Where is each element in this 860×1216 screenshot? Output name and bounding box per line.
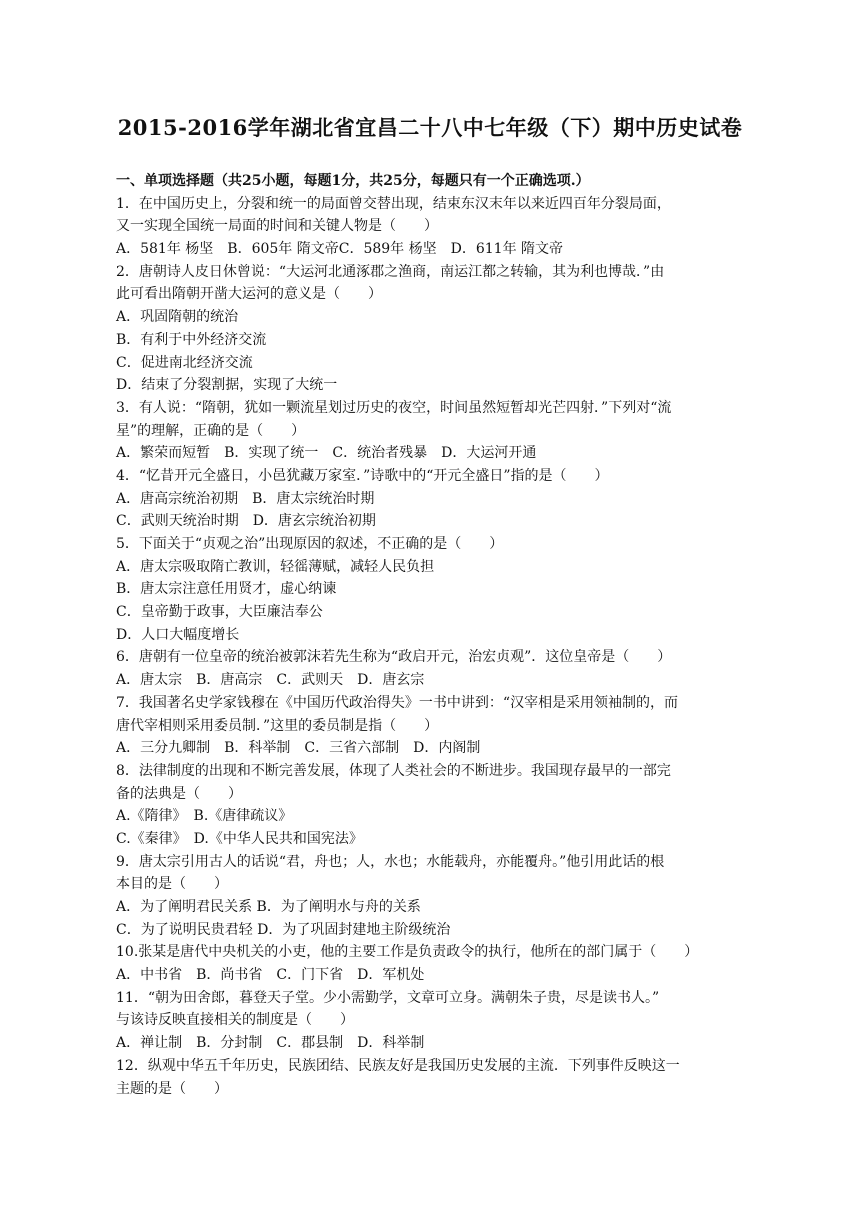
option-line: C．为了说明民贵君轻 D．为了巩固封建地主阶级统治 bbox=[116, 921, 451, 938]
question-line: 又一实现全国统一局面的时间和关键人物是（ ） bbox=[116, 218, 438, 235]
option-line: B．有利于中外经济交流 bbox=[116, 331, 267, 348]
option-line: A．581年 杨坚 B．605年 隋文帝C．589年 杨坚 D．611年 隋文帝 bbox=[116, 241, 564, 258]
question-line: 2．唐朝诗人皮日休曾说：“大运河北通涿郡之渔商，南运江都之转输，其为利也博哉．”由 bbox=[116, 263, 665, 280]
question-line: 11．“朝为田舍郎，暮登天子堂。少小需勤学，文章可立身。满朝朱子贵，尽是读书人。” bbox=[116, 989, 660, 1006]
option-line: C．皇帝勤于政事，大臣廉洁奉公 bbox=[116, 604, 323, 621]
exam-title: 2015-2016学年湖北省宜昌二十八中七年级（下）期中历史试卷 bbox=[117, 115, 743, 140]
question-line: 备的法典是（ ） bbox=[116, 785, 242, 802]
option-line: A．唐太宗吸取隋亡教训，轻徭薄赋，减轻人民负担 bbox=[116, 558, 435, 575]
question-line: 1．在中国历史上，分裂和统一的局面曾交替出现，结束东汉末年以来近四百年分裂局面， bbox=[116, 195, 671, 212]
option-line: A．巩固隋朝的统治 bbox=[116, 309, 239, 326]
option-line: A．中书省 B．尚书省 C．门下省 D．军机处 bbox=[116, 967, 425, 984]
option-line: B．唐太宗注意任用贤才，虚心纳谏 bbox=[116, 581, 337, 598]
option-line: C．武则天统治时期 D．唐玄宗统治初期 bbox=[116, 513, 376, 530]
section-heading: 一、单项选择题（共25小题，每题1分，共25分，每题只有一个正确选项.） bbox=[116, 173, 590, 189]
option-line: A．唐高宗统治初期 B．唐太宗统治时期 bbox=[116, 490, 375, 507]
question-line: 10.张某是唐代中央机关的小吏，他的主要工作是负责政令的执行，他所在的部门属于（ ） bbox=[116, 944, 699, 961]
question-line: 主题的是（ ） bbox=[116, 1080, 228, 1097]
question-line: 与该诗反映直接相关的制度是（ ） bbox=[116, 1012, 354, 1029]
option-line: A．为了阐明君民关系 B．为了阐明水与舟的关系 bbox=[116, 899, 421, 915]
question-line: 5．下面关于“贞观之治”出现原因的叙述，不正确的是（ ） bbox=[116, 536, 504, 552]
exam-body bbox=[116, 170, 738, 1100]
question-line: 星”的理解，正确的是（ ） bbox=[116, 422, 306, 439]
option-line: A．繁荣而短暂 B．实现了统一 C．统治者残暴 D．大运河开通 bbox=[116, 445, 537, 462]
option-line: A．三分九卿制 B．科举制 C．三省六部制 D．内阁制 bbox=[116, 740, 481, 757]
question-line: 4．“忆昔开元全盛日，小邑犹藏万家室．”诗歌中的“开元全盛日”指的是（ ） bbox=[116, 467, 609, 484]
question-line: 7．我国著名史学家钱穆在《中国历代政治得失》一书中讲到：“汉宰相是采用领袖制的，而 bbox=[116, 694, 679, 711]
question-line: 9．唐太宗引用古人的话说“君，舟也；人，水也；水能载舟，亦能覆舟。”他引用此话的根 bbox=[116, 853, 665, 870]
option-line: A．禅让制 B．分封制 C．郡县制 D．科举制 bbox=[116, 1035, 425, 1052]
option-line: C．促进南北经济交流 bbox=[116, 354, 253, 371]
option-line: D．人口大幅度增长 bbox=[116, 626, 240, 643]
option-line: C.《秦律》 D.《中华人民共和国宪法》 bbox=[116, 830, 363, 847]
question-line: 本目的是（ ） bbox=[116, 876, 228, 893]
option-line: A．唐太宗 B．唐高宗 C．武则天 D．唐玄宗 bbox=[116, 672, 425, 689]
question-line: 3．有人说：“隋朝，犹如一颗流星划过历史的夜空，时间虽然短暂却光芒四射．”下列对“流 bbox=[116, 399, 672, 416]
option-line: A.《隋律》 B.《唐律疏议》 bbox=[116, 808, 293, 825]
question-line: 8．法律制度的出现和不断完善发展，体现了人类社会的不断进步。我国现存最早的一部完 bbox=[116, 762, 671, 779]
question-line: 12．纵观中华五千年历史，民族团结、民族友好是我国历史发展的主流．下列事件反映这一 bbox=[116, 1057, 680, 1074]
option-line: D．结束了分裂割据，实现了大统一 bbox=[116, 377, 338, 394]
question-line: 此可看出隋朝开凿大运河的意义是（ ） bbox=[116, 286, 382, 303]
question-line: 唐代宰相则采用委员制．”这里的委员制是指（ ） bbox=[116, 717, 439, 734]
question-line: 6．唐朝有一位皇帝的统治被郭沫若先生称为“政启开元，治宏贞观”．这位皇帝是（ ） bbox=[116, 649, 672, 666]
